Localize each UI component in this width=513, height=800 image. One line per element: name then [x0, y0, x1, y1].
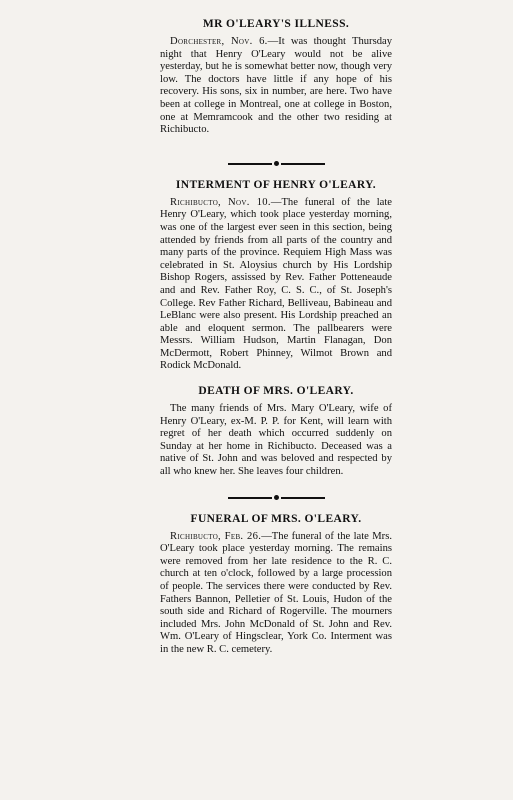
headline: MR O'LEARY'S ILLNESS.	[202, 18, 350, 30]
section-divider	[160, 159, 392, 169]
headline: INTERMENT OF HENRY O'LEARY.	[175, 178, 377, 191]
divider-line	[228, 163, 272, 165]
divider-line	[228, 497, 272, 499]
divider-ornament	[274, 495, 279, 500]
article-illness	[160, 18, 392, 137]
headline: DEATH OF MRS. O'LEARY.	[198, 385, 354, 398]
article-funeral	[160, 513, 392, 657]
article-interment	[160, 179, 392, 373]
body-text: The many friends of Mrs. Mary O'Leary, wife of Henry O'Leary, ex-M. P. P. for Kent, will learn with regret of her death which occurred suddenly on Sunday at her home in Richibucto. Deceased was a native of St. John and was beloved and respected by all who knew her. She leaves four children.	[160, 403, 392, 478]
article-death	[160, 385, 392, 479]
divider-line	[281, 497, 325, 499]
dateline: Richibucto, Feb. 26.	[170, 530, 262, 542]
article-body	[160, 36, 392, 137]
spacer	[160, 373, 392, 385]
headline: FUNERAL OF MRS. O'LEARY.	[190, 512, 362, 525]
divider-ornament	[274, 161, 279, 166]
body-text: —The funeral of the late Henry O'Leary, which took place yesterday morning, was one of the largest ever seen in this section, being attended by friends from all parts of the country and many parts of the province. Requiem High Mass was celebrated in St. Aloysius church by His Lordship Bishop Rogers, assissed by Rev. Father Potteneaude and and Rev. Father Roy, C. S. C., of St. Joseph's College. Rev Father Richard, Belliveau, Babineau and LeBlanc were also present. His Lordship preached an able and eloquent sermon. The pallbearers were Messrs. William Hudson, Martin Flanagan, Don McDermott, Robert Phinney, Wilmot Brown and Rodick McDonald.	[160, 196, 392, 372]
article-body	[160, 403, 392, 479]
section-divider	[160, 493, 392, 503]
divider-line	[281, 163, 325, 165]
dateline: Dorchester, Nov. 6.	[170, 36, 268, 47]
body-text: —It was thought Thursday night that Henry O'Leary would not be alive yesterday, but he is somewhat better now, though very low. The doctors have little if any hope of his recovery. His sons, six in number, are here. Two have been at college in Montreal, one at college in Boston, one at Memramcook and the other two residing at Richibucto.	[160, 36, 392, 136]
clippings-column	[160, 18, 392, 657]
article-body	[160, 531, 392, 657]
body-text: —The funeral of the late Mrs. O'Leary took place yesterday morning. The remains were removed from her late residence to the R. C. church at ten o'clock, followed by a large procession of people. The services there were conducted by Rev. Fathers Bannon, Pelletier of St. Louis, Hudon of the south side and Richard of Rogerville. The mourners included Mrs. John McDonald of St. John and Rev. Wm. O'Leary of Hingsclear, York Co. Interment was in the new R. C. cemetery.	[160, 530, 392, 655]
dateline: Richibucto, Nov. 10.	[170, 196, 271, 208]
article-body	[160, 197, 392, 373]
